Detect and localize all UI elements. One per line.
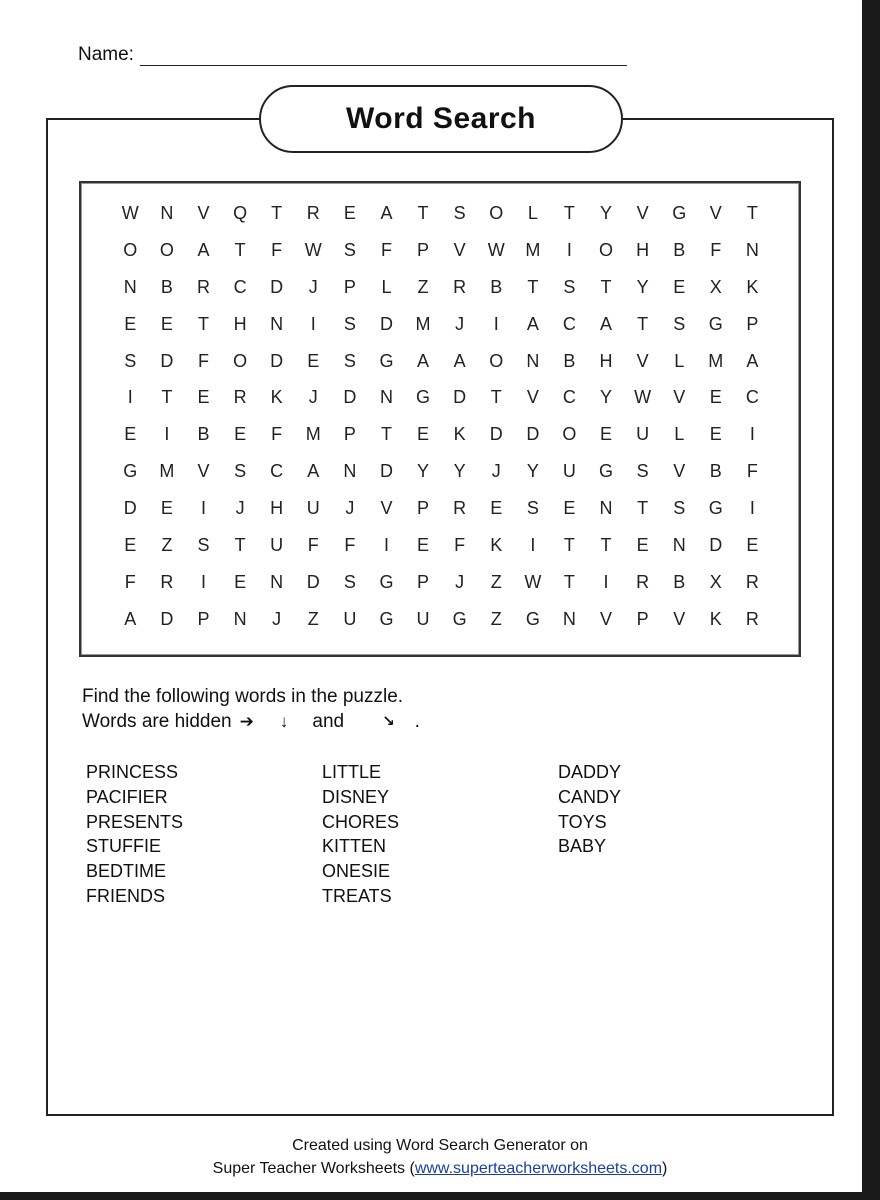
grid-cell: S <box>673 313 686 334</box>
word-list-item: BEDTIME <box>86 861 167 882</box>
footer-line-1: Created using Word Search Generator on <box>292 1137 588 1154</box>
word-list-item: TREATS <box>322 885 392 906</box>
grid-cell: V <box>709 203 722 223</box>
grid-cell: A <box>197 239 210 260</box>
grid-cell: H <box>233 313 247 334</box>
grid-cell: Z <box>490 608 502 629</box>
grid-cell: E <box>709 387 722 408</box>
grid-cell: T <box>234 239 246 260</box>
word-list-item: DADDY <box>558 762 622 782</box>
grid-cell: R <box>160 571 174 592</box>
grid-cell: V <box>673 387 686 408</box>
grid-cell: E <box>673 276 686 297</box>
word-list-item: CANDY <box>558 786 622 807</box>
grid-cell: K <box>270 387 283 408</box>
grid-cell: X <box>709 276 722 297</box>
grid-cell: R <box>636 571 650 592</box>
grid-cell: T <box>600 276 612 297</box>
grid-cell: G <box>379 571 394 592</box>
grid-cell: P <box>197 608 210 629</box>
grid-cell: M <box>525 239 541 260</box>
grid-cell: O <box>562 424 577 445</box>
grid-cell: Y <box>600 387 613 408</box>
grid-cell: U <box>306 498 320 519</box>
grid-cell: S <box>563 276 576 297</box>
grid-cell: Y <box>526 461 539 482</box>
word-list-item: PRESENTS <box>86 811 184 832</box>
grid-cell: N <box>233 608 247 629</box>
footer-suffix: ) <box>662 1160 668 1177</box>
grid-cell: D <box>489 424 503 445</box>
grid-cell: T <box>746 203 758 223</box>
grid-cell: F <box>271 239 283 260</box>
grid-cell: D <box>343 387 357 408</box>
grid-cell: T <box>637 498 649 519</box>
grid-cell: F <box>307 535 319 556</box>
grid-cell: D <box>709 535 723 556</box>
grid-cell: Z <box>307 608 319 629</box>
grid-cell: O <box>599 239 614 260</box>
grid-cell: S <box>343 350 356 371</box>
word-list-item: CHORES <box>322 811 400 832</box>
grid-cell: M <box>708 350 724 371</box>
grid-cell: C <box>270 461 284 482</box>
grid-cell: J <box>455 313 465 334</box>
arrow-diagonal-icon: ↘ <box>382 713 395 730</box>
grid-cell: A <box>600 313 613 334</box>
word-list-item: FRIENDS <box>86 885 166 906</box>
grid-cell: P <box>417 239 430 260</box>
grid-cell: F <box>746 461 758 482</box>
arrow-down-icon: ↓ <box>279 712 289 731</box>
grid-cell: O <box>159 239 174 260</box>
word-list-item: ONESIE <box>322 861 391 882</box>
grid-cell: N <box>270 313 284 334</box>
page-title: Word Search <box>259 85 623 153</box>
grid-cell: G <box>599 461 614 482</box>
footer-link[interactable]: www.superteacherworksheets.com <box>414 1160 663 1177</box>
instructions-period: . <box>414 711 420 732</box>
word-list-item: TOYS <box>558 811 607 832</box>
grid-cell: O <box>233 350 248 371</box>
grid-cell: T <box>490 387 502 408</box>
grid-cell: G <box>672 203 687 223</box>
grid-cell: R <box>196 276 210 297</box>
grid-cell: V <box>636 203 649 223</box>
grid-cell: V <box>197 203 210 223</box>
grid-cell: W <box>487 239 505 260</box>
grid-cell: W <box>524 571 542 592</box>
grid-cell: L <box>381 276 392 297</box>
grid-cell: K <box>709 608 722 629</box>
grid-cell: J <box>455 571 465 592</box>
grid-cell: X <box>709 571 722 592</box>
grid-cell: C <box>562 387 576 408</box>
grid-cell: F <box>197 350 209 371</box>
word-list-column-1 <box>86 760 183 909</box>
grid-cell: E <box>234 424 247 445</box>
grid-cell: H <box>636 239 650 260</box>
grid-cell: T <box>527 276 539 297</box>
grid-cell: P <box>417 571 430 592</box>
grid-cell: T <box>271 203 283 223</box>
grid-cell: L <box>527 203 538 223</box>
grid-cell: G <box>123 461 138 482</box>
grid-cell: I <box>530 535 536 556</box>
grid-cell: T <box>197 313 209 334</box>
grid-cell: P <box>343 276 356 297</box>
instructions-and: and <box>312 711 345 732</box>
grid-cell: M <box>305 424 321 445</box>
grid-cell: U <box>416 608 430 629</box>
grid-cell: T <box>637 313 649 334</box>
word-list-item: PACIFIER <box>86 786 168 807</box>
grid-cell: U <box>270 535 284 556</box>
grid-cell: E <box>417 424 430 445</box>
grid-cell: E <box>709 424 722 445</box>
grid-cell: D <box>160 350 174 371</box>
grid-cell: O <box>123 239 138 260</box>
word-list-item: DISNEY <box>322 786 390 807</box>
grid-cell: R <box>745 608 759 629</box>
grid-cell: E <box>197 387 210 408</box>
grid-cell: U <box>562 461 576 482</box>
grid-cell: S <box>636 461 649 482</box>
grid-cell: K <box>490 535 503 556</box>
grid-cell: F <box>710 239 722 260</box>
grid-cell: Y <box>600 203 613 223</box>
grid-cell: N <box>526 350 540 371</box>
grid-cell: J <box>345 498 355 519</box>
grid-cell: P <box>343 424 356 445</box>
word-list-column-3 <box>558 760 621 859</box>
grid-cell: E <box>234 571 247 592</box>
grid-cell: N <box>745 239 759 260</box>
word-list-item: STUFFIE <box>86 836 161 857</box>
word-list-item: BABY <box>558 836 607 857</box>
grid-cell: E <box>124 313 137 334</box>
grid-cell: B <box>709 461 722 482</box>
grid-cell: D <box>526 424 540 445</box>
word-list-column-2 <box>322 760 399 909</box>
arrow-right-icon: ➔ <box>239 712 254 731</box>
grid-cell: E <box>160 498 173 519</box>
grid-cell: S <box>124 350 137 371</box>
grid-cell: L <box>674 350 685 371</box>
grid-cell: A <box>453 350 466 371</box>
grid-cell: A <box>380 203 393 223</box>
grid-cell: P <box>746 313 759 334</box>
grid-cell: N <box>123 276 137 297</box>
grid-cell: L <box>674 424 685 445</box>
grid-cell: E <box>417 535 430 556</box>
grid-cell: N <box>343 461 357 482</box>
grid-cell: V <box>197 461 210 482</box>
grid-cell: T <box>380 424 392 445</box>
grid-cell: Z <box>161 535 173 556</box>
grid-cell: T <box>563 203 575 223</box>
grid-cell: S <box>526 498 539 519</box>
word-list-item: PRINCESS <box>86 762 179 782</box>
instructions <box>82 684 420 734</box>
grid-cell: O <box>489 203 504 223</box>
grid-cell: F <box>271 424 283 445</box>
grid-cell: J <box>308 276 318 297</box>
grid-cell: V <box>600 608 613 629</box>
grid-cell: R <box>233 387 247 408</box>
grid-cell: Z <box>490 571 502 592</box>
grid-cell: B <box>197 424 210 445</box>
grid-cell: U <box>636 424 650 445</box>
grid-cell: A <box>746 350 759 371</box>
grid-cell: T <box>563 535 575 556</box>
grid-cell: V <box>673 608 686 629</box>
grid-cell: P <box>636 608 649 629</box>
grid-cell: D <box>306 571 320 592</box>
word-list-item: LITTLE <box>322 762 382 782</box>
grid-cell: I <box>749 498 755 519</box>
grid-cell: Y <box>453 461 466 482</box>
grid-cell: N <box>562 608 576 629</box>
grid-cell: D <box>270 276 284 297</box>
grid-cell: R <box>453 498 467 519</box>
grid-cell: E <box>124 424 137 445</box>
grid-cell: C <box>233 276 247 297</box>
grid-cell: D <box>270 350 284 371</box>
grid-cell: N <box>599 498 613 519</box>
grid-cell: D <box>379 313 393 334</box>
grid-cell: I <box>566 239 572 260</box>
grid-cell: F <box>124 571 136 592</box>
grid-cell: F <box>344 535 356 556</box>
grid-cell: G <box>416 387 431 408</box>
name-row <box>78 44 627 66</box>
grid-cell: R <box>453 276 467 297</box>
grid-cell: I <box>603 571 609 592</box>
footer-line-2 <box>0 1157 880 1180</box>
grid-cell: B <box>490 276 503 297</box>
grid-cell: W <box>304 239 322 260</box>
grid-cell: U <box>343 608 357 629</box>
grid-cell: G <box>379 608 394 629</box>
grid-cell: V <box>453 239 466 260</box>
grid-cell: N <box>270 571 284 592</box>
grid-cell: I <box>749 424 755 445</box>
grid-cell: V <box>636 350 649 371</box>
grid-cell: C <box>745 387 759 408</box>
grid-cell: E <box>307 350 320 371</box>
grid-cell: T <box>417 203 429 223</box>
grid-cell: T <box>563 571 575 592</box>
grid-cell: W <box>121 203 139 223</box>
grid-cell: B <box>673 571 686 592</box>
grid-cell: I <box>127 387 133 408</box>
grid-cell: S <box>453 203 466 223</box>
grid-cell: N <box>672 535 686 556</box>
grid-cell: B <box>673 239 686 260</box>
grid-cell: A <box>124 608 137 629</box>
grid-cell: S <box>197 535 210 556</box>
grid-cell: D <box>379 461 393 482</box>
grid-cell: F <box>380 239 392 260</box>
grid-cell: W <box>634 387 652 408</box>
grid-cell: B <box>563 350 576 371</box>
instructions-line-2 <box>82 709 420 734</box>
grid-cell: G <box>379 350 394 371</box>
grid-cell: N <box>379 387 393 408</box>
grid-cell: H <box>270 498 284 519</box>
grid-cell: Q <box>233 203 248 223</box>
grid-cell: D <box>453 387 467 408</box>
grid-cell: G <box>525 608 540 629</box>
grid-cell: E <box>746 535 759 556</box>
grid-cell: D <box>123 498 137 519</box>
grid-cell: S <box>343 239 356 260</box>
puzzle-grid <box>112 195 771 638</box>
grid-cell: I <box>383 535 389 556</box>
grid-cell: T <box>600 535 612 556</box>
grid-cell: E <box>490 498 503 519</box>
name-label: Name: <box>78 44 134 65</box>
grid-cell: E <box>563 498 576 519</box>
grid-cell: A <box>307 461 320 482</box>
grid-cell: B <box>160 276 173 297</box>
grid-cell: I <box>200 498 206 519</box>
footer <box>0 1134 880 1180</box>
grid-cell: J <box>272 608 282 629</box>
grid-cell: I <box>200 571 206 592</box>
grid-cell: P <box>417 498 430 519</box>
grid-cell: H <box>599 350 613 371</box>
instructions-prefix: Words are hidden <box>82 711 232 732</box>
footer-prefix: Super Teacher Worksheets ( <box>212 1160 415 1177</box>
grid-cell: J <box>491 461 501 482</box>
grid-cell: E <box>160 313 173 334</box>
grid-cell: I <box>164 424 170 445</box>
grid-cell: S <box>234 461 247 482</box>
grid-cell: C <box>562 313 576 334</box>
grid-cell: S <box>343 313 356 334</box>
word-list-item: KITTEN <box>322 836 387 857</box>
grid-cell: R <box>745 571 759 592</box>
grid-cell: G <box>452 608 467 629</box>
grid-cell: S <box>673 498 686 519</box>
grid-cell: G <box>708 313 723 334</box>
grid-cell: O <box>489 350 504 371</box>
name-input-line[interactable] <box>140 45 627 66</box>
grid-cell: Z <box>417 276 429 297</box>
grid-cell: K <box>453 424 466 445</box>
grid-cell: V <box>380 498 393 519</box>
grid-cell: G <box>708 498 723 519</box>
grid-cell: A <box>417 350 430 371</box>
grid-cell: A <box>526 313 539 334</box>
grid-cell: K <box>746 276 759 297</box>
grid-cell: I <box>310 313 316 334</box>
grid-cell: V <box>673 461 686 482</box>
grid-cell: Y <box>636 276 649 297</box>
grid-cell: S <box>343 571 356 592</box>
grid-cell: F <box>454 535 466 556</box>
grid-cell: Y <box>417 461 430 482</box>
grid-cell: E <box>124 535 137 556</box>
grid-cell: D <box>160 608 174 629</box>
grid-cell: R <box>306 203 320 223</box>
grid-cell: J <box>308 387 318 408</box>
grid-cell: V <box>526 387 539 408</box>
grid-cell: T <box>234 535 246 556</box>
grid-cell: E <box>600 424 613 445</box>
instructions-line-1: Find the following words in the puzzle. <box>82 686 404 707</box>
grid-cell: E <box>343 203 356 223</box>
grid-cell: M <box>415 313 431 334</box>
grid-cell: J <box>235 498 245 519</box>
grid-cell: I <box>493 313 499 334</box>
grid-cell: M <box>159 461 175 482</box>
grid-cell: T <box>161 387 173 408</box>
grid-cell: N <box>160 203 174 223</box>
grid-cell: E <box>636 535 649 556</box>
